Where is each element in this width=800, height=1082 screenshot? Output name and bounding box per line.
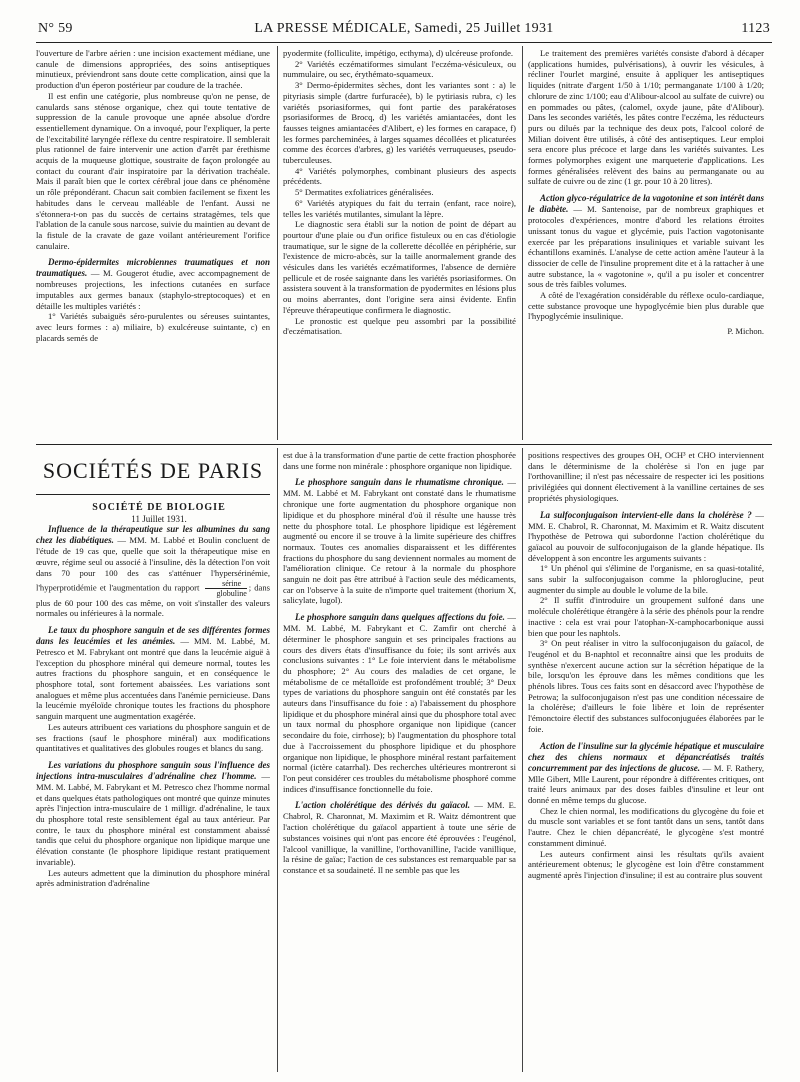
header-rule xyxy=(36,42,772,43)
article-heading: La sulfoconjugaison intervient-elle dans la cholérèse ? xyxy=(540,509,752,520)
issue-number: N° 59 xyxy=(38,21,73,36)
article-entry xyxy=(528,193,764,290)
article-body: — MM. M. Labbé, M. Fabrykant et M. Petresco chez l'homme normal et dans quelques états pathologiques ont montré que quinze minutes après l'injection intra-musculaire de 1 milligr. d'adrénaline, le taux du phosphore total reste sensiblement égal au taux antérieur. Par contre, le taux du phosphore minéral est constamment abaissé tandis que celui du phosphore organique non lipidique marque une élévation constante (le phosphore lipidique restant pratiquement invariable). xyxy=(36,770,270,867)
article-heading: Action de l'insuline sur la glycémie hépatique et musculaire chez des chiens normaux et dépancréatisés traités concurremment par des injections de glucose. xyxy=(528,740,764,773)
top-column-3 xyxy=(528,48,764,440)
top-column-1 xyxy=(36,48,270,440)
article-heading: Action glyco-régulatrice de la vagotonine et son intérêt dans le diabète. xyxy=(528,193,764,215)
article-body: — MM. M. Labbé, M. Petresco et M. Fabrykant ont montré que dans la leucémie aiguë à l'exception du phosphore minéral qui demeure normal, toutes les autres fractions du phosphore sanguin, et en conséquence le phosphore total, sont fortement abaissées. Les variations sont analogues et même plus accentuées dans l'anémie pernicieuse. Dans la leucémie myéloïde chronique toutes les fractions du phosphore sanguin marquent une augmentation exagérée. xyxy=(36,635,270,722)
bottom-column-2 xyxy=(283,450,516,1070)
article-body: ; dans plus de 60 pour 100 des cas même, on voit s'installer des valeurs normales ou inférieures à la normale. xyxy=(36,581,270,619)
section-title: SOCIÉTÉS DE PARIS xyxy=(42,458,264,483)
article-heading: Le phosphore sanguin dans le rhumatisme chronique. xyxy=(295,477,504,488)
article-heading: Le phosphore sanguin dans quelques affections du foie. xyxy=(295,612,505,623)
article-entry xyxy=(283,477,516,606)
paragraph: 6° Variétés atypiques du fait du terrain (enfant, race noire), telles les variétés mutilantes, simulant la lèpre. xyxy=(283,197,516,219)
page-number: 1123 xyxy=(741,21,770,36)
article-entry xyxy=(36,625,270,722)
fraction-denominator: globuline xyxy=(216,588,247,598)
paragraph: 1° Un phénol qui s'élimine de l'organisme, en sa quasi-totalité, sans subir la sulfoconjugaison comme la phloroglucine, peut augmenter du simple au double le volume de la bile. xyxy=(528,563,764,595)
paragraph: l'ouverture de l'arbre aérien : une incision exactement médiane, une canule de dimensions appropriées, des soins antiseptiques minutieux, préviendront sans doute cette complication, ainsi que la production d'un éperon postérieur par coudure de la trachée. xyxy=(36,48,270,91)
fraction-numerator: sérine xyxy=(205,579,247,589)
paragraph: Chez le chien normal, les modifications du glycogène du foie et du muscle sont variables et se font tantôt dans un sens, tantôt dans l'autre. Chez le chien dépancréaté, le glycogène s'est montré constamment diminué. xyxy=(528,805,764,848)
paragraph: 1° Variétés subaiguës séro-purulentes ou séreuses suintantes, avec leurs formes : a) miliaire, b) exulcéreuse suintante, c) en placards semés de xyxy=(36,311,270,343)
article-heading: L'action cholérétique des dérivés du gaïacol. xyxy=(295,800,471,811)
paragraph: est due à la transformation d'une partie de cette fraction phosphorée dans une forme non minérale : phosphore organique non lipidique. xyxy=(283,450,516,471)
signature: P. Michon. xyxy=(727,326,764,337)
paragraph: pyodermite (folliculite, impétigo, ecthyma), d) ulcéreuse profonde. xyxy=(283,48,514,58)
article-entry xyxy=(36,524,270,619)
paragraph: 2° Variétés eczématiformes simulant l'eczéma-vésiculeux, ou nummulaire, ou sec, érythémato-squameux. xyxy=(283,58,516,80)
paragraph: Les auteurs confirment ainsi les résultats qu'ils avaient antérieurement obtenus; le glycogène est loin d'être constamment augmenté après l'injection d'insuline; il est au contraire plus souvent xyxy=(528,848,764,880)
article-entry xyxy=(283,612,516,794)
paragraph: A côté de l'exagération considérable du réflexe oculo-cardiaque, cette substance provoque une hypoglycémie bien plus durable que l'hypoglycémie insulinique. xyxy=(528,290,764,322)
paragraph: 3° Dermo-épidermites sèches, dont les variantes sont : a) le pityriasis simple (dartre furfuracée), b) le pytiriasis rubra, c) les variétés psoriasiformes, qui font partie des parakératoses psoriasiformes de Brocq, d) les variétés amiantacées, dont les fausses teignes amiantacées d'Alibert, e) les formes en carapace, f) les formes parcheminées, à larges squames décollées et plicaturées comme des écorces d'arbres, g) les variétés verruqueuses, pseudo-tuberculeuses. xyxy=(283,80,516,166)
article-body: — M. Gougerot étudie, avec accompagnement de nombreuses projections, les infections cutanées en surface imputables aux germes banaux (staphylo-streptocoques) et en détaille les multiples variétés : xyxy=(36,268,270,311)
journal-title: LA PRESSE MÉDICALE, Samedi, 25 Juillet 1931 xyxy=(254,21,554,36)
article-entry xyxy=(36,760,270,868)
bottom-column-3 xyxy=(528,450,764,1070)
session-date: 11 Juillet 1931. xyxy=(131,513,187,524)
article-body: — M. F. Rathery, Mlle Gibert, Mlle Laurent, pour répondre à différentes critiques, ont traité leurs animaux par des doses faibles d'insuline et leur ont donné en même temps du glucose. xyxy=(528,762,764,805)
paragraph: 4° Variétés polymorphes, combinant plusieurs des aspects précédents. xyxy=(283,165,516,187)
article-body: — M. Santenoise, par de nombreux graphiques et protocoles d'expériences, montre d'abord les relations étroites unissant tonus du vague et glycémie, puis l'action vagotonisante exercée par les préparations insuliniques et variable suivant les échantillons examinés. L'analyse de cette action amène l'auteur à la dissocier de celle de l'insuline proprement dite et à la rattacher à une autre substance, la « vagotonine », qu'il a pu isoler et concentrer sous de très faibles volumes. xyxy=(528,204,764,290)
article-body: — MM. M. Labbé, M. Fabrykant et C. Zamfir ont cherché à déterminer le phosphore sanguin et ses principales fractions au cours des divers états d'insuffisance du foie; ils sont arrivés aux conclusions suivantes : 1° Le foie intervient dans le métabolisme du phosphore; 2° Au cours des maladies de cet organe, le métabolisme de ce métalloïde est profondément troublé; 3° Deux types de variations du phosphore sanguin ont été constatés par les auteurs dans l'insuffisance du foie : a) l'abaissement du phosphore lipidique et du phosphore minéral ainsi que du phosphore total avec un taux normal du phosphore organique non lipidique (cancer secondaire du foie, cirrhose); b) l'augmentation du phosphore total due à l'accroissement du phosphore lipidique et du phosphore organique non lipidique, le phosphore minéral restant parfaitement normal (ictère catarrhal). Des recherches ultérieures montreront si l'on peut considérer ces troubles du métabolisme phosphoré comme indices d'insuffisance fonctionnelle du foie. xyxy=(283,612,516,794)
column-divider xyxy=(522,46,523,440)
paragraph: Les auteurs admettent que la diminution du phosphore minéral après administration d'adrénaline xyxy=(36,867,270,889)
article-entry xyxy=(528,510,764,564)
paragraph: 5° Dermatites exfoliatrices généralisées. xyxy=(295,187,434,198)
paragraph: Les auteurs attribuent ces variations du phosphore sanguin et de ses fractions (sauf le phosphore minéral) aux modifications quantitatives et qualitatives des globules rouges et blancs du sang. xyxy=(36,721,270,754)
article-entry xyxy=(283,800,516,875)
paragraph: positions respectives des groupes OH, OCH³ et CHO interviennent dans le déterminisme de la cholérèse si l'on en juge par l'orthovanilline; il n'est pas nécessaire de respecter ici les positions privilégiées qui donnent électivement à la vanilline certaines de ses propriétés physiologiques. xyxy=(528,450,764,503)
paragraph: 2° Il suffit d'introduire un groupement sulfoné dans une molécule cholérétique étrangère à la série des phénols pour la rendre inactive : cela est vrai pour l'atophan-X-camphocarbonique aussi bien que pour les naphtols. xyxy=(528,595,764,638)
article-body: — MM. E. Chabrol, R. Charonnat, M. Maximim et R. Waitz démontrent que l'action cholérétique du gaïacol appartient à toute une série de substances voisines qui n'ont pas encore été éprouvées : l'eugénol, l'alcool vanillique, la vanilline, l'orthovanilline, l'acide vanillique, la résine de gaïac; l'action de ces substances est remarquable par sa constance et sa soudaineté. Il ne semble pas que les xyxy=(283,800,516,875)
bottom-column-1 xyxy=(36,450,270,1070)
article-heading: Le taux du phosphore sanguin et de ses différentes formes dans les leucémies et les anémies. xyxy=(36,624,270,646)
column-divider xyxy=(277,448,278,1072)
paragraph: 3° On peut réaliser in vitro la sulfoconjugaison du gaïacol, de l'eugénol et du B-naphtol et reconnaître ainsi que les produits de synthèse n'exercent aucune action sur la sécrétion hépatique de la bile, lorsqu'on les éprouve dans les mêmes conditions que les phénols libres. Tous ces faits sont en désaccord avec l'hypothèse de Petrowa; la sulfoconjugaison n'est pas une condition nécessaire de la cholérèse; d'ailleurs le foie libère et loin de représenter l'émonctoire électif des substances sulfoconjuguées élaborées par le foie. xyxy=(528,638,764,734)
paragraph: Le pronostic est quelque peu assombri par la possibilité d'eczématisation. xyxy=(283,315,516,337)
column-divider xyxy=(522,448,523,1072)
article-body: — MM. M. Labbé et M. Fabrykant ont constaté dans le rhumatisme chronique une forte augmentation du phosphore organique non lipidique et du phosphore minéral d'où il résulte une hausse très nette du phosphore total. Le phosphore lipidique est légèrement augmenté ou encore il se trouve à la limite supérieure des chiffres normaux. Toutes ces anomalies disparaissent et les différentes fractions du phosphore du sang deviennent normales au moment de l'amélioration clinique. Ce retour à la normale du phosphore sanguin ne doit pas être attribué à l'action seule des médicaments, car on l'observe à la suite de n'importe quel traitement (thorium X, salicylate, lugol). xyxy=(283,477,516,606)
article-heading: Influence de la thérapeutique sur les albumines du sang chez les diabétiques. xyxy=(36,524,270,546)
article-body: — MM. E. Chabrol, R. Charonnat, M. Maximim et R. Waitz discutent l'hypothèse de Petrowa qui subordonne l'action cholérétique du gaïacol au pouvoir de sulfoconjugaison de la glande hépatique. Ils développent à son encontre les arguments suivants : xyxy=(528,509,764,563)
column-divider xyxy=(277,46,278,440)
article-body: — MM. M. Labbé et Boulin concluent de l'étude de 19 cas que, quelle que soit la thérapeutique mise en œuvre, régime seul ou associé à l'insuline, dès la détection l'on voit dans 70 pour 100 des cas s'atténuer l'hypersérinémie, l'hyperprotidémie et l'augmentation du rapport xyxy=(36,535,270,592)
section-rule xyxy=(36,444,772,445)
paragraph: Le traitement des premières variétés consiste d'abord à décaper (applications humides, pulvérisations), à ouvrir les vésicules, à récliner l'ourlet marginé, ensuite à appliquer les antiseptiques liquides (nitrate d'argent 1/50 à 1/10; permanganate 1/100 à 1/20; chlorure de zinc 1/100; eau d'Alibour-alcool au sulfate de cuivre) ou en pommades ou pâtes, (calomel, oxyde jaune, pâte d'Alibour). Dans les secondes variétés, les pâtes contre l'eczéma, les réducteurs purs ou dilués par la technique des deux pots, l'alcool coloré de Milian doivent être utilisés, à côté des antiseptiques. Leur emploi sera encore plus précoce et large dans les variétés suivantes. Les formes polymorphes exigent une marqueterie d'applications. Les formes généralisées relèvent des bains au permanganate ou au sulfate de cuivre ou de zinc (1 gr. pour 10 à 20 litres). xyxy=(528,48,764,187)
title-rule xyxy=(36,494,270,495)
society-name: SOCIÉTÉ DE BIOLOGIE xyxy=(92,502,226,513)
article-entry xyxy=(36,257,270,311)
paragraph: Le diagnostic sera établi sur la notion de point de départ au pourtour d'une plaie ou d'un orifice fistuleux ou en cas d'étiologie traumatique, sur le signe de la collerette décollée en périphérie, sur l'existence de micro-abcès, sur la taille anormalement grande des vésicules dans les variétés eczématiformes, l'absence de dernière pellicule et de rosée saignante dans les variétés psoriasiformes. On assistera souvent à la transformation de pyodermites en lésions plus ou moins aberrantes, dont l'origine sera ainsi évidente. Enfin l'épreuve thérapeutique confirmera le diagnostic. xyxy=(283,219,516,315)
article-heading: Dermo-épidermites microbiennes traumatiques et non traumatiques. xyxy=(36,257,270,279)
paragraph: Il est enfin une catégorie, plus nombreuse qu'on ne pense, de canulards sans sténose organique, chez qui toute tentative de suppression de la canule provoque une apnée absolue d'ordre essentiellement dynamique. On a invoqué, pour l'expliquer, la perte de l'excitabilité laryngée réflexe du centre respiratoire. Il semblerait plus rationnel de faire intervenir une action d'arrêt par érethisme acquis de la muqueuse glottique, soustraite de façon prolongée au contact du courant d'air inspiratoire par la dérivation trachéale. Mais il paraît bien que le cortex cérébral joue dans ce phénomène un rôle prépondérant. Chacun sait combien facilement se fixent les habitudes dans le cerveau malléable de l'enfant. Aussi ne s'étonnera-t-on pas du succès de certains stratagèmes, tels que l'ablation de la canule sous narcose, suivie du maintien au devant de la fistule de la cravate de gaze voilant antérieurement l'orifice canulaire. xyxy=(36,90,270,251)
ratio-fraction xyxy=(205,579,247,598)
top-column-2 xyxy=(283,48,516,440)
page-header xyxy=(38,18,770,40)
article-heading: Les variations du phosphore sanguin sous l'influence des injections intra-musculaires d'adrénaline chez l'homme. xyxy=(36,759,270,781)
article-entry xyxy=(528,741,764,806)
